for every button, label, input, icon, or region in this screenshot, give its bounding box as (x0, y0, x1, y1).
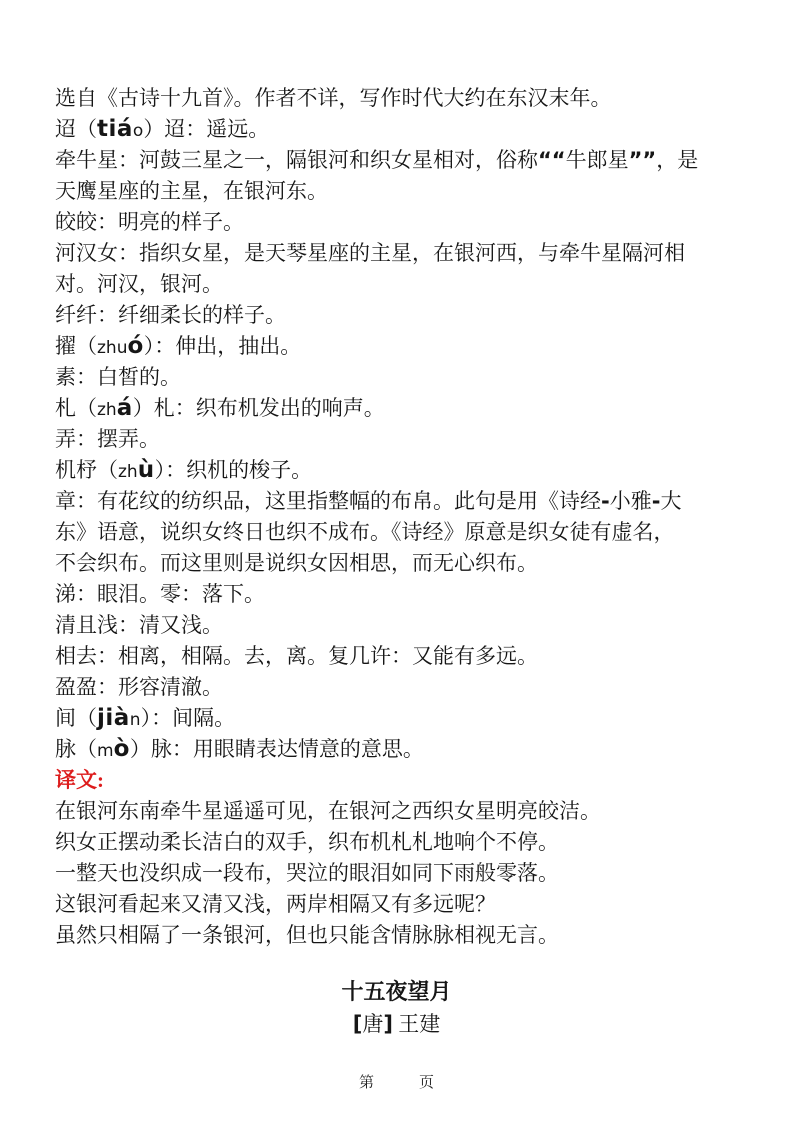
emphasis-mark: - (651, 489, 661, 513)
emphasis-mark: [ (352, 1012, 363, 1036)
text-segment: 不会织布。而这里则是说织女因相思，而无心织布。 (55, 551, 538, 575)
text-segment: 选自《古诗十九首》。作者不详，写作时代大约在东汉末年。 (55, 86, 612, 110)
poem-title: 十五夜望月 (341, 979, 452, 1004)
text-line (55, 734, 745, 765)
text-segment: 小雅 (609, 489, 652, 513)
text-segment: ）：间隔。 (140, 706, 236, 730)
text-segment: 盈盈：形容清澈。 (55, 675, 223, 699)
text-segment: 唐 (362, 1012, 384, 1036)
emphasis-mark: ”” (628, 148, 657, 172)
text-segment: 脉（ (55, 737, 97, 761)
text-segment: 章：有花纹的纺织品，这里指整幅的布帛。此句是用《诗经 (55, 489, 601, 513)
translation-heading: 译文: (55, 768, 104, 792)
text-segment: 皎皎：明亮的样子。 (55, 210, 244, 234)
text-segment: 河汉女：指织女星，是天琴星座的主星，在银河西，与牵牛星隔河相 (55, 241, 685, 265)
pinyin-text: jià (97, 705, 130, 731)
text-line (55, 889, 745, 920)
pinyin-text: zh (97, 400, 117, 420)
page-number-footer: 第 页 (358, 1073, 434, 1091)
text-segment: 王建 (392, 1012, 441, 1036)
pinyin-text: n (129, 710, 141, 730)
text-segment: 素：白皙的。 (55, 365, 181, 389)
text-line (55, 238, 745, 269)
text-line (55, 641, 745, 672)
text-line (55, 579, 745, 610)
text-segment: 涕：眼泪。零：落下。 (55, 582, 265, 606)
text-line (55, 331, 745, 362)
text-line (55, 114, 745, 145)
text-line (55, 362, 745, 393)
text-segment: 纤纤：纤细柔长的样子。 (55, 303, 286, 327)
text-segment: 机杼（ (55, 458, 118, 482)
text-segment: 弄：摆弄。 (55, 427, 160, 451)
text-segment: 牵牛星：河鼓三星之一，隔银河和织女星相对，俗称 (55, 148, 538, 172)
text-line (55, 827, 745, 858)
text-segment: 天鹰星座的主星，在银河东。 (55, 179, 328, 203)
text-segment: 间（ (55, 706, 97, 730)
text-segment: 擢（ (55, 334, 97, 358)
text-segment: 对。河汉，银河。 (55, 272, 223, 296)
text-segment: ）脉：用眼睛表达情意的意思。 (129, 737, 424, 761)
pinyin-text: tiá (97, 116, 133, 142)
text-segment: ）：伸出，抽出。 (143, 334, 302, 358)
pinyin-text: á (116, 395, 133, 421)
poem-author (0, 1009, 793, 1039)
pinyin-text: zhu (97, 338, 128, 358)
text-line (55, 703, 745, 734)
pinyin-text: ù (137, 457, 155, 483)
text-line (55, 610, 745, 641)
pinyin-text: o (132, 121, 144, 141)
text-line (55, 765, 745, 796)
text-segment: ，是 (656, 148, 699, 172)
text-line (55, 672, 745, 703)
emphasis-mark: - (601, 489, 610, 513)
text-segment: ）札：织布机发出的响声。 (132, 396, 385, 420)
pinyin-text: ó (127, 333, 144, 359)
text-line (55, 207, 745, 238)
text-segment: 札（ (55, 396, 97, 420)
text-line (55, 455, 745, 486)
text-line (55, 145, 745, 176)
text-segment: 一整天也没织成一段布，哭泣的眼泪如同下雨般零落。 (55, 861, 559, 885)
text-line (55, 83, 745, 114)
annotation-text-block (55, 83, 745, 951)
text-line (55, 393, 745, 424)
text-line (55, 858, 745, 889)
text-line (55, 176, 745, 207)
text-segment: 在银河东南牵牛星遥遥可见，在银河之西织女星明亮皎洁。 (55, 799, 601, 823)
emphasis-mark: ““ (538, 148, 566, 172)
text-line (55, 517, 745, 548)
text-segment: 迢（ (55, 117, 97, 141)
text-segment: 织女正摆动柔长洁白的双手，织布机札札地响个不停。 (55, 830, 559, 854)
text-segment: 牛郎星 (565, 148, 629, 172)
text-line (55, 548, 745, 579)
text-segment: 相去：相离，相隔。去，离。复几许：又能有多远。 (55, 644, 538, 668)
text-line (55, 300, 745, 331)
text-segment: 大 (660, 489, 682, 513)
pinyin-text: ò (113, 736, 130, 762)
emphasis-mark: ] (383, 1012, 393, 1036)
text-segment: 清且浅：清又浅。 (55, 613, 223, 637)
pinyin-text: m (97, 741, 114, 761)
text-line (55, 269, 745, 300)
text-segment: ）迢：遥远。 (143, 117, 270, 141)
text-segment: 这银河看起来又清又浅，两岸相隔又有多远呢？ (55, 892, 496, 916)
text-line (55, 486, 745, 517)
text-segment: 虽然只相隔了一条银河，但也只能含情脉脉相视无言。 (55, 923, 559, 947)
text-segment: 东》语意，说织女终日也织不成布。《诗经》原意是织女徒有虚名， (55, 520, 675, 544)
text-line (55, 796, 745, 827)
text-line (55, 920, 745, 951)
pinyin-text: zh (118, 462, 138, 482)
text-segment: ）：织机的梭子。 (154, 458, 313, 482)
text-line (55, 424, 745, 455)
